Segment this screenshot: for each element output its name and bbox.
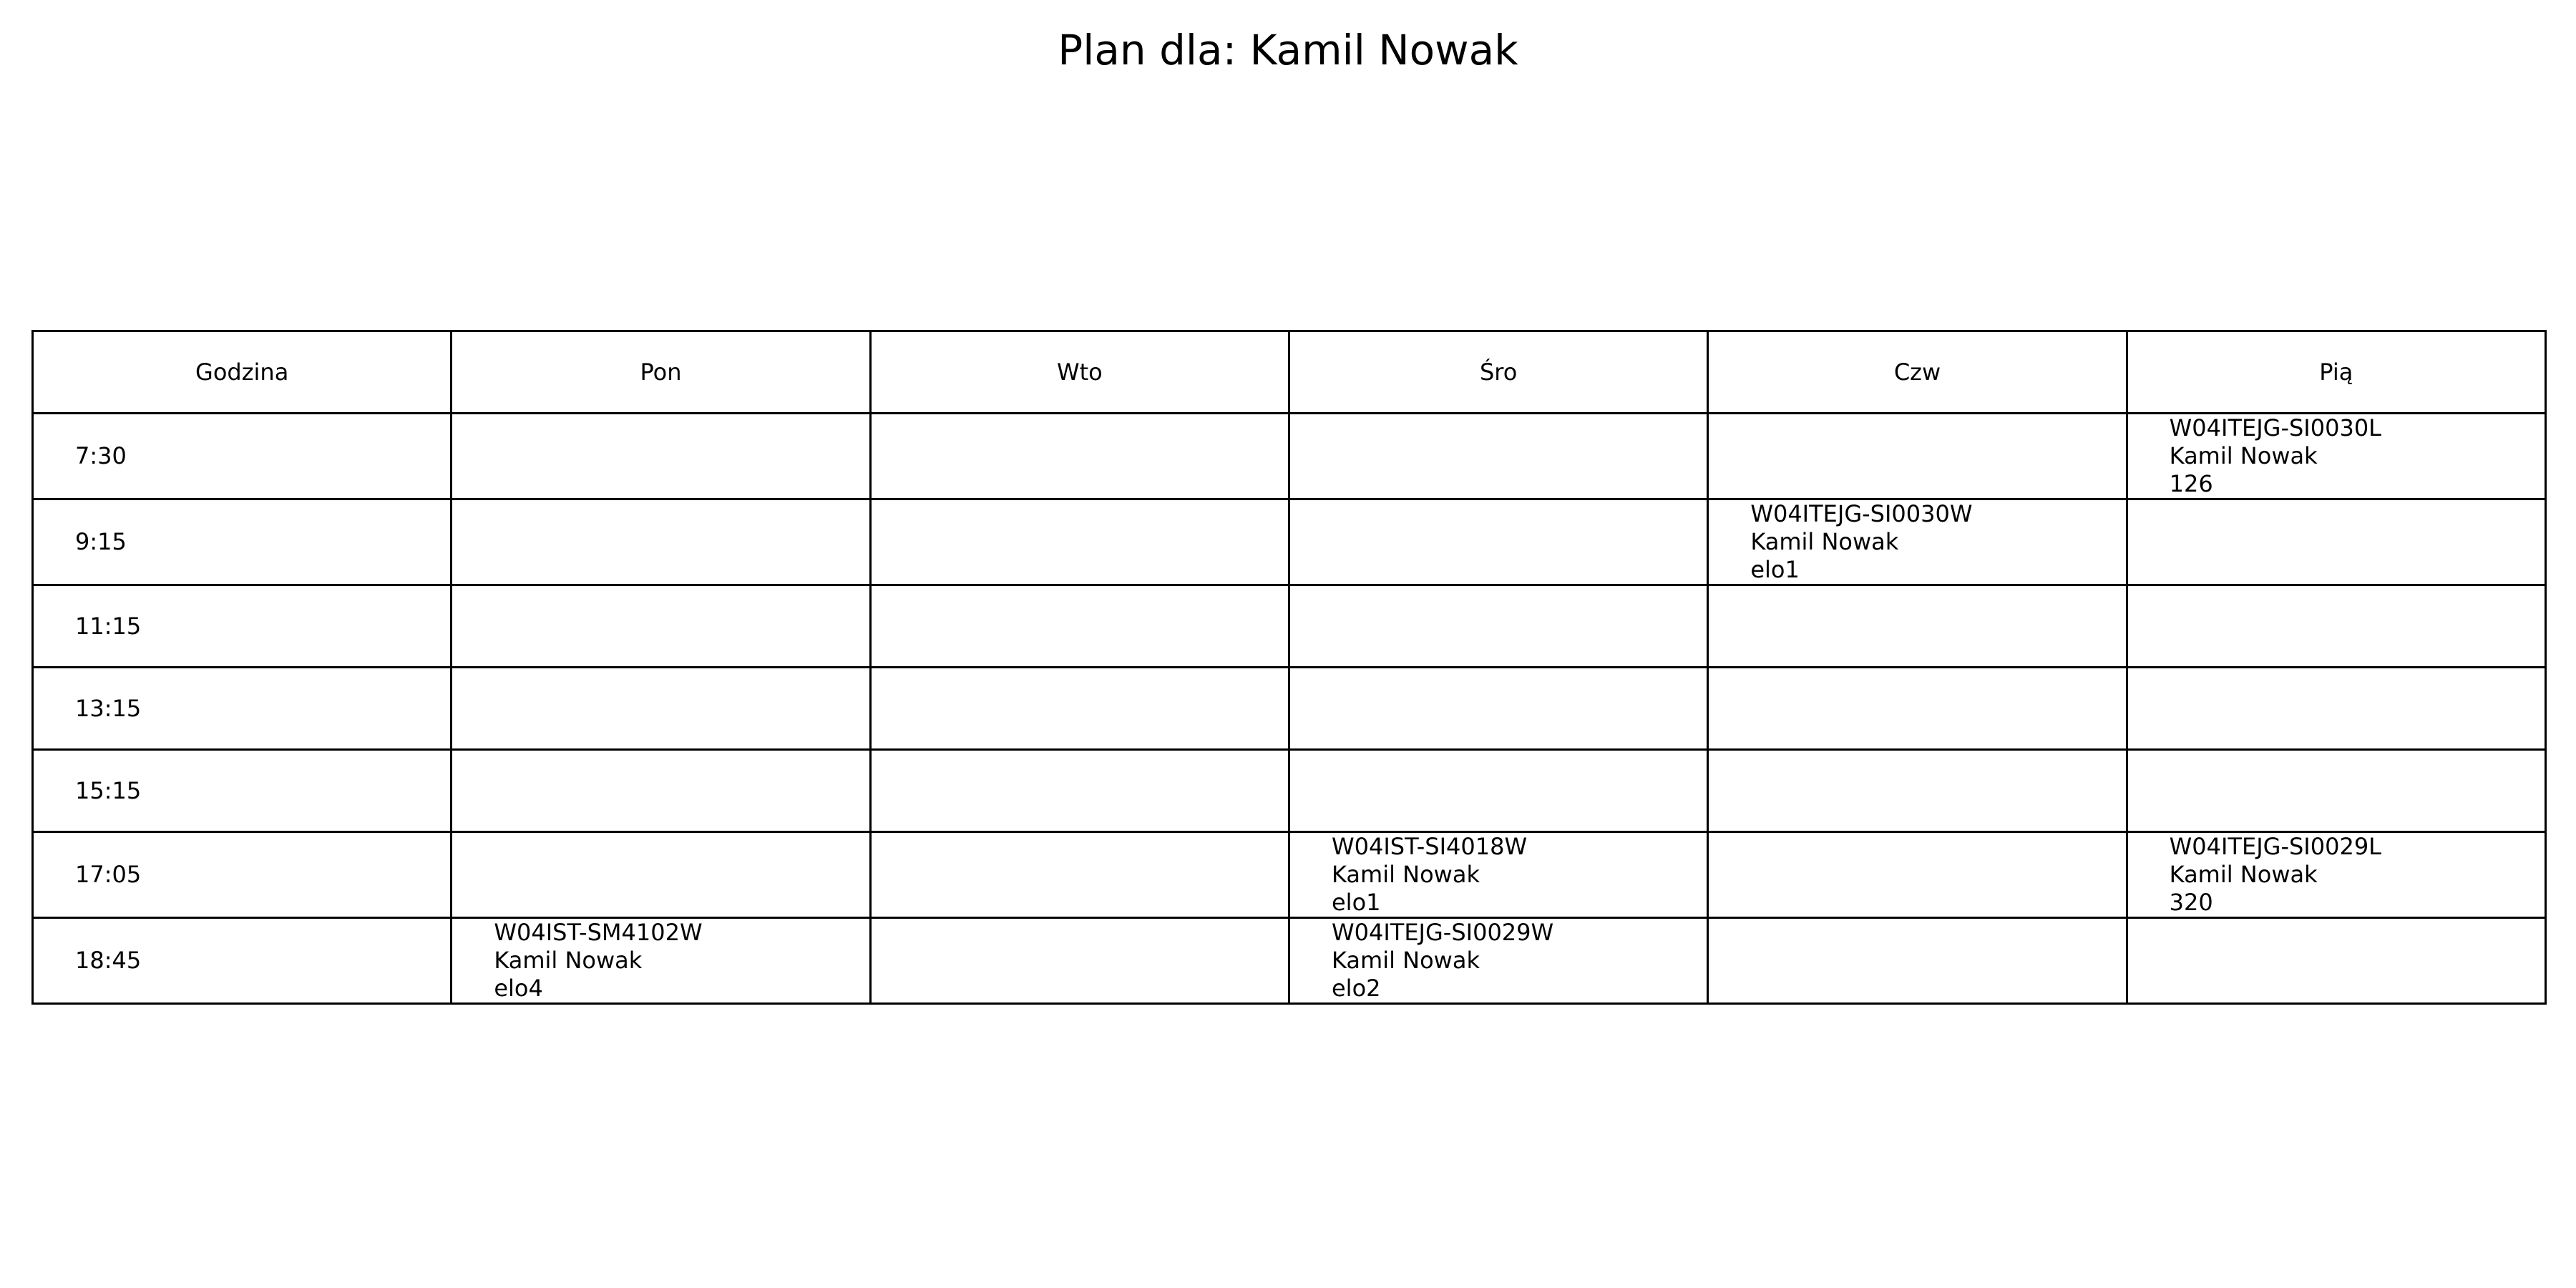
teacher-name: Kamil Nowak xyxy=(1750,528,1899,555)
schedule-cell-mon xyxy=(452,750,870,832)
schedule-cell-thu xyxy=(1708,668,2127,750)
schedule-cell-wed xyxy=(1289,585,1707,668)
time-cell: 18:45 xyxy=(33,918,452,1004)
schedule-cell-thu xyxy=(1708,750,2127,832)
room-name: elo1 xyxy=(1331,889,1381,916)
schedule-cell-wed xyxy=(1289,750,1707,832)
schedule-cell-mon xyxy=(452,668,870,750)
schedule-cell-mon xyxy=(452,832,870,918)
teacher-name: Kamil Nowak xyxy=(2169,861,2318,888)
schedule-cell-thu xyxy=(1708,918,2127,1004)
schedule-cell-wed xyxy=(1289,414,1707,499)
time-cell: 15:15 xyxy=(33,750,452,832)
schedule-cell-thu xyxy=(1708,499,2127,585)
class-entry xyxy=(2128,833,2545,917)
table-row xyxy=(33,585,2546,668)
schedule-cell-wed xyxy=(1289,918,1707,1004)
header-day-mon: Pon xyxy=(452,331,870,414)
time-cell: 11:15 xyxy=(33,585,452,668)
header-row xyxy=(33,331,2546,414)
schedule-cell-wed xyxy=(1289,499,1707,585)
table-row xyxy=(33,918,2546,1004)
time-cell: 9:15 xyxy=(33,499,452,585)
table-row xyxy=(33,750,2546,832)
time-cell: 7:30 xyxy=(33,414,452,499)
schedule-cell-fri xyxy=(2127,499,2545,585)
schedule-cell-thu xyxy=(1708,414,2127,499)
header-day-tue: Wto xyxy=(870,331,1289,414)
schedule-cell-mon xyxy=(452,585,870,668)
room-name: elo1 xyxy=(1750,556,1800,583)
table-row xyxy=(33,668,2546,750)
schedule-cell-thu xyxy=(1708,585,2127,668)
schedule-cell-fri xyxy=(2127,832,2545,918)
class-entry xyxy=(1709,500,2125,584)
schedule-cell-tue xyxy=(870,668,1289,750)
room-name: elo4 xyxy=(494,975,543,1002)
schedule-cell-mon xyxy=(452,499,870,585)
schedule-cell-tue xyxy=(870,750,1289,832)
course-code: W04IST-SI4018W xyxy=(1331,833,1528,860)
class-entry xyxy=(452,919,869,1002)
schedule-table xyxy=(31,330,2547,1005)
class-entry xyxy=(1290,833,1707,917)
course-code: W04ITEJG-SI0030W xyxy=(1750,500,1973,527)
schedule-cell-fri xyxy=(2127,668,2545,750)
teacher-name: Kamil Nowak xyxy=(1331,947,1480,974)
course-code: W04ITEJG-SI0029W xyxy=(1331,919,1554,946)
teacher-name: Kamil Nowak xyxy=(1331,861,1480,888)
schedule-cell-thu xyxy=(1708,832,2127,918)
class-entry xyxy=(2128,414,2545,498)
schedule-cell-fri xyxy=(2127,750,2545,832)
header-time: Godzina xyxy=(33,331,452,414)
table-row xyxy=(33,414,2546,499)
schedule-cell-mon xyxy=(452,414,870,499)
course-code: W04ITEJG-SI0029L xyxy=(2169,833,2381,860)
course-code: W04ITEJG-SI0030L xyxy=(2169,414,2381,441)
room-name: 126 xyxy=(2169,470,2213,497)
schedule-cell-fri xyxy=(2127,585,2545,668)
schedule-cell-wed xyxy=(1289,668,1707,750)
course-code: W04IST-SM4102W xyxy=(494,919,703,946)
schedule-cell-tue xyxy=(870,414,1289,499)
schedule-cell-tue xyxy=(870,832,1289,918)
header-day-wed: Śro xyxy=(1289,331,1707,414)
page-title: Plan dla: Kamil Nowak xyxy=(1058,26,1518,74)
schedule-cell-mon xyxy=(452,918,870,1004)
schedule-cell-fri xyxy=(2127,918,2545,1004)
class-entry xyxy=(1290,919,1707,1002)
teacher-name: Kamil Nowak xyxy=(494,947,643,974)
room-name: elo2 xyxy=(1331,975,1381,1002)
time-cell: 13:15 xyxy=(33,668,452,750)
time-cell: 17:05 xyxy=(33,832,452,918)
table-row xyxy=(33,499,2546,585)
schedule-cell-tue xyxy=(870,499,1289,585)
schedule-cell-fri xyxy=(2127,414,2545,499)
schedule-body xyxy=(33,414,2546,1004)
schedule-cell-wed xyxy=(1289,832,1707,918)
schedule-cell-tue xyxy=(870,585,1289,668)
header-day-thu: Czw xyxy=(1708,331,2127,414)
table-row xyxy=(33,832,2546,918)
teacher-name: Kamil Nowak xyxy=(2169,442,2318,469)
schedule-cell-tue xyxy=(870,918,1289,1004)
room-name: 320 xyxy=(2169,889,2213,916)
header-day-fri: Pią xyxy=(2127,331,2545,414)
